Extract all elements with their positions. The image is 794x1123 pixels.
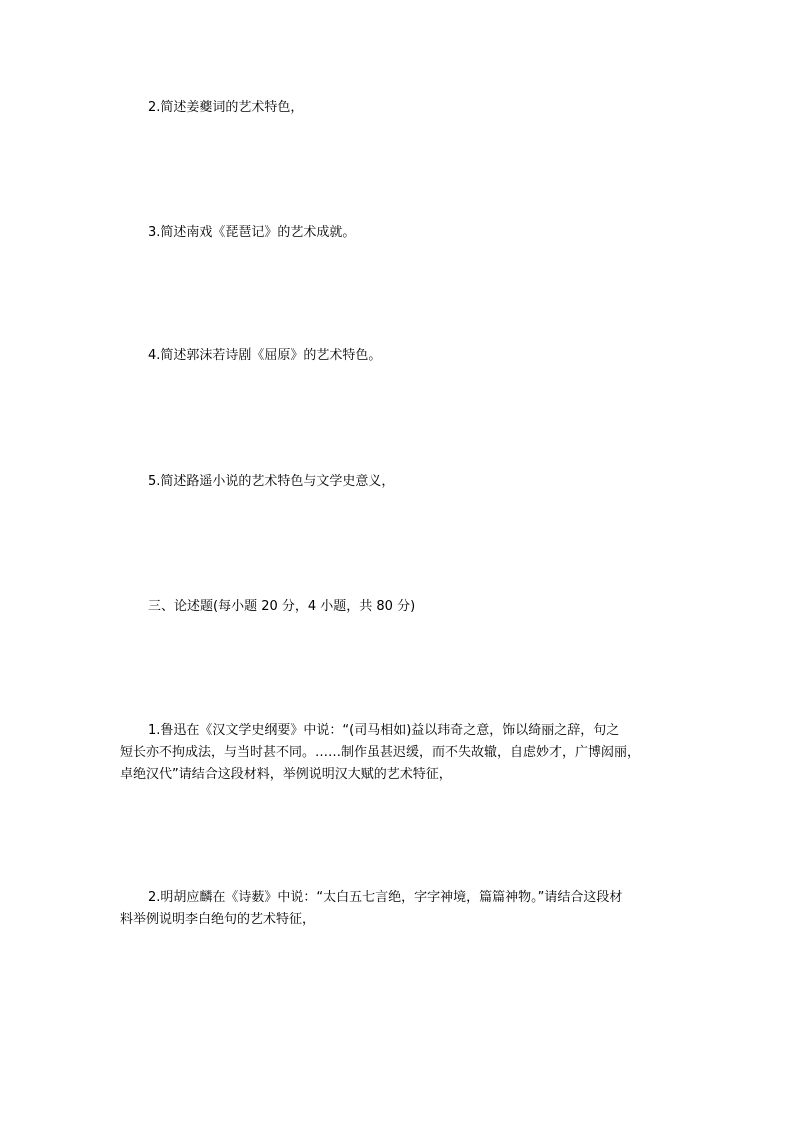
essay-2-line-2: 料举例说明李白绝句的艺术特征， xyxy=(120,912,316,927)
question-3: 3.简述南戏《琵琶记》的艺术成就。 xyxy=(148,225,356,240)
essay-question-2 xyxy=(120,887,680,931)
question-2: 2.简述姜夔词的艺术特色， xyxy=(148,100,304,115)
essay-2-line-1: 2.明胡应麟在《诗薮》中说：“太白五七言绝，字字神境，篇篇神物。”请结合这段材 xyxy=(148,890,623,905)
essay-question-1 xyxy=(120,720,680,786)
essay-1-line-3: 卓绝汉代”请结合这段材料，举例说明汉大赋的艺术特征， xyxy=(120,767,452,782)
section-heading: 三、论述题(每小题 20 分，4 小题，共 80 分) xyxy=(148,599,416,614)
essay-1-line-2: 短长亦不拘成法，与当时甚不同。……制作虽甚迟缓，而不失故辙，自虑妙才，广博闳丽， xyxy=(120,745,641,760)
essay-1-line-1: 1.鲁迅在《汉文学史纲要》中说：“(司马相如)益以玮奇之意，饰以绮丽之辞，句之 xyxy=(148,723,620,738)
question-4: 4.简述郭沫若诗剧《屈原》的艺术特色。 xyxy=(148,348,382,363)
question-5: 5.简述路遥小说的艺术特色与文学史意义， xyxy=(148,474,395,489)
